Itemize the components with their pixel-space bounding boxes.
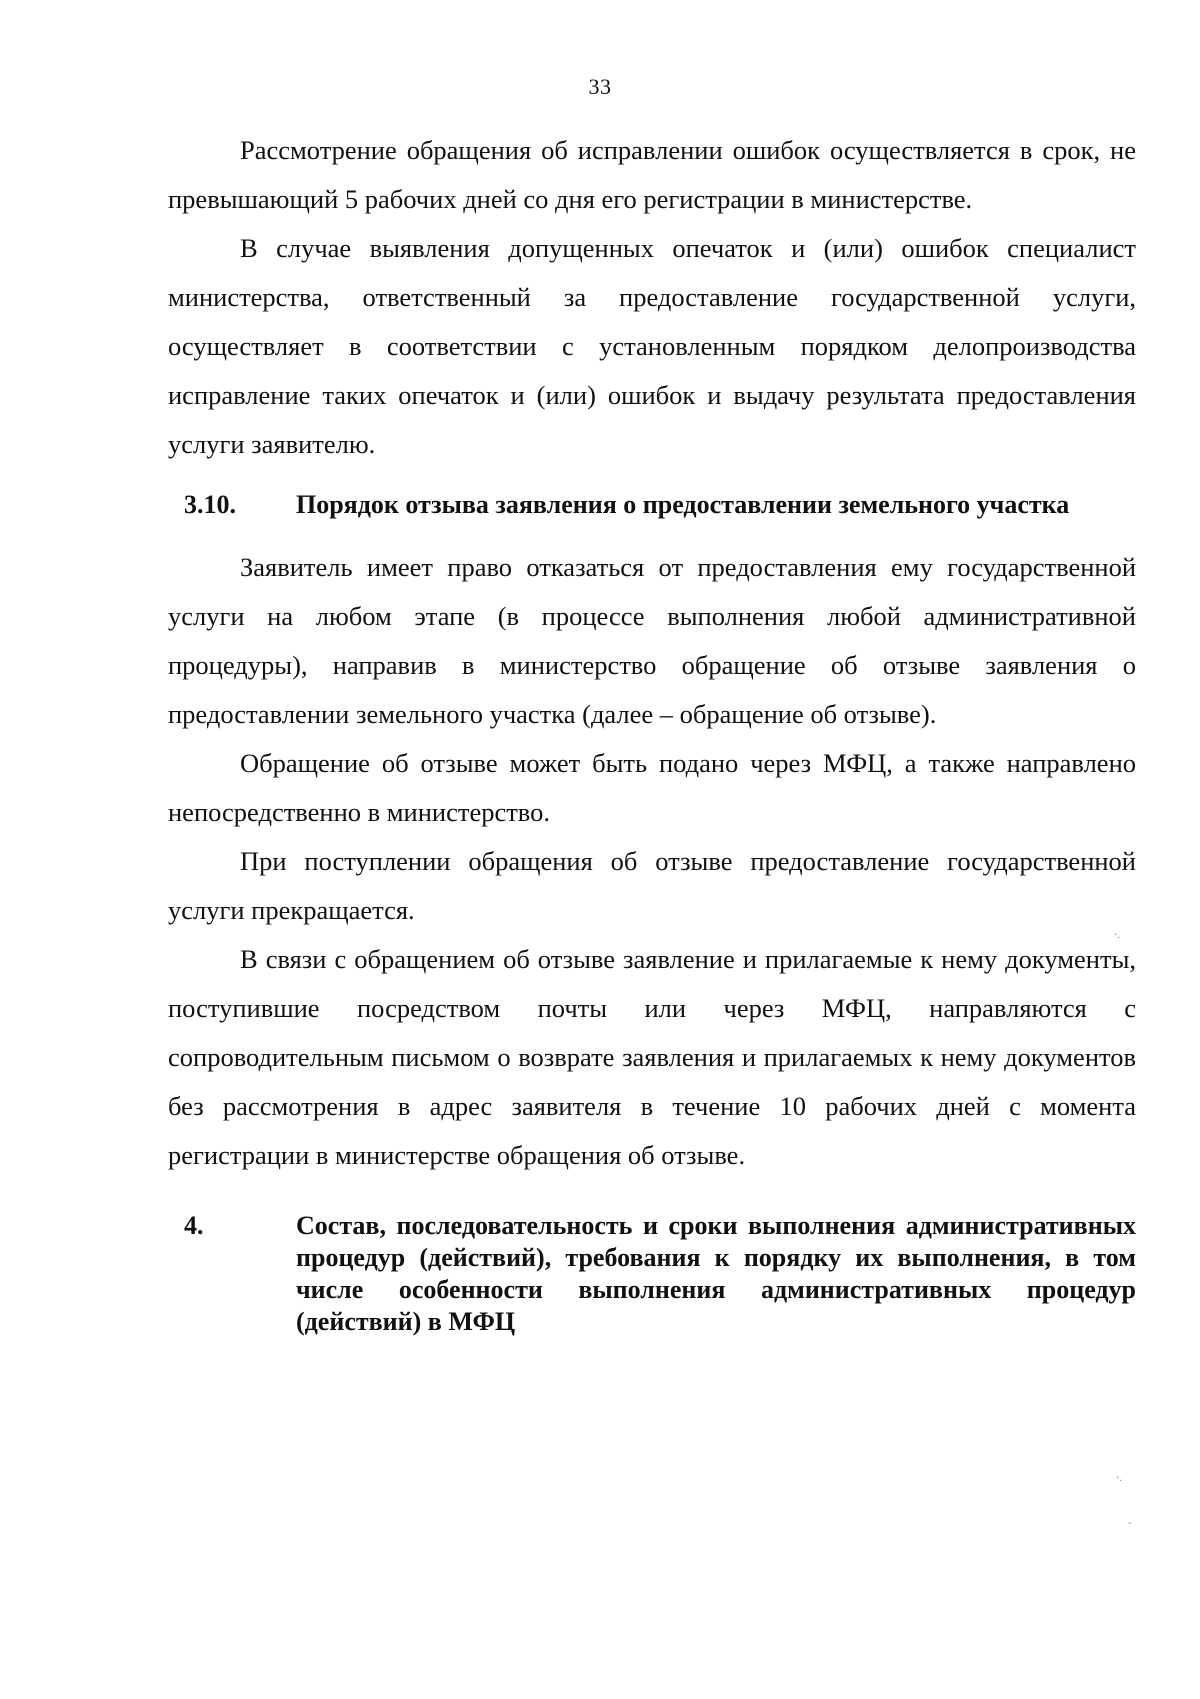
document-body bbox=[168, 126, 1136, 1338]
scan-speck: - bbox=[1128, 1518, 1132, 1529]
scan-speck: ·. bbox=[1114, 930, 1121, 941]
paragraph: В связи с обращением об отзыве заявление и прилагаемые к нему документы, поступившие посредством почты или через МФЦ, направляются с сопроводительным письмом о возврате заявления и прилагаемых к нему документов без рассмотрения в адрес заявителя в течение 10 рабочих дней с момента регистрации в министерстве обращения об отзыве. bbox=[168, 944, 1136, 1170]
section-number: 3.10. bbox=[184, 490, 236, 519]
paragraph: В случае выявления допущенных опечаток и (или) ошибок специалист министерства, ответственный за предоставление государственной услуги, осуществляет в соответствии с установленным порядком делопроизводства исправление таких опечаток и (или) ошибок и выдачу результата предоставления услуги заявителю. bbox=[168, 233, 1136, 459]
section-title: Состав, последовательность и сроки выполнения административных процедур (действий), требования к порядку их выполнения, в том числе особенности выполнения административных процедур (действий) в МФЦ bbox=[296, 1211, 1136, 1336]
paragraph: Обращение об отзыве может быть подано через МФЦ, а также направлено непосредственно в министерство. bbox=[168, 748, 1136, 827]
section-number: 4. bbox=[184, 1211, 204, 1240]
section-heading-4 bbox=[168, 1210, 1136, 1338]
section-heading-3-10 bbox=[168, 489, 1136, 521]
scan-speck: ·. bbox=[1116, 1473, 1123, 1484]
paragraph: При поступлении обращения об отзыве предоставление государственной услуги прекращается. bbox=[168, 846, 1136, 925]
section-title: Порядок отзыва заявления о предоставлении земельного участка bbox=[296, 490, 1070, 519]
paragraph: Заявитель имеет право отказаться от предоставления ему государственной услуги на любом этапе (в процессе выполнения любой административной процедуры), направив в министерство обращение об отзыве заявления о предоставлении земельного участка (далее – обращение об отзыве). bbox=[168, 552, 1136, 729]
paragraph: Рассмотрение обращения об исправлении ошибок осуществляется в срок, не превышающий 5 рабочих дней со дня его регистрации в министерстве. bbox=[168, 135, 1136, 214]
page-number: 33 bbox=[588, 74, 612, 99]
